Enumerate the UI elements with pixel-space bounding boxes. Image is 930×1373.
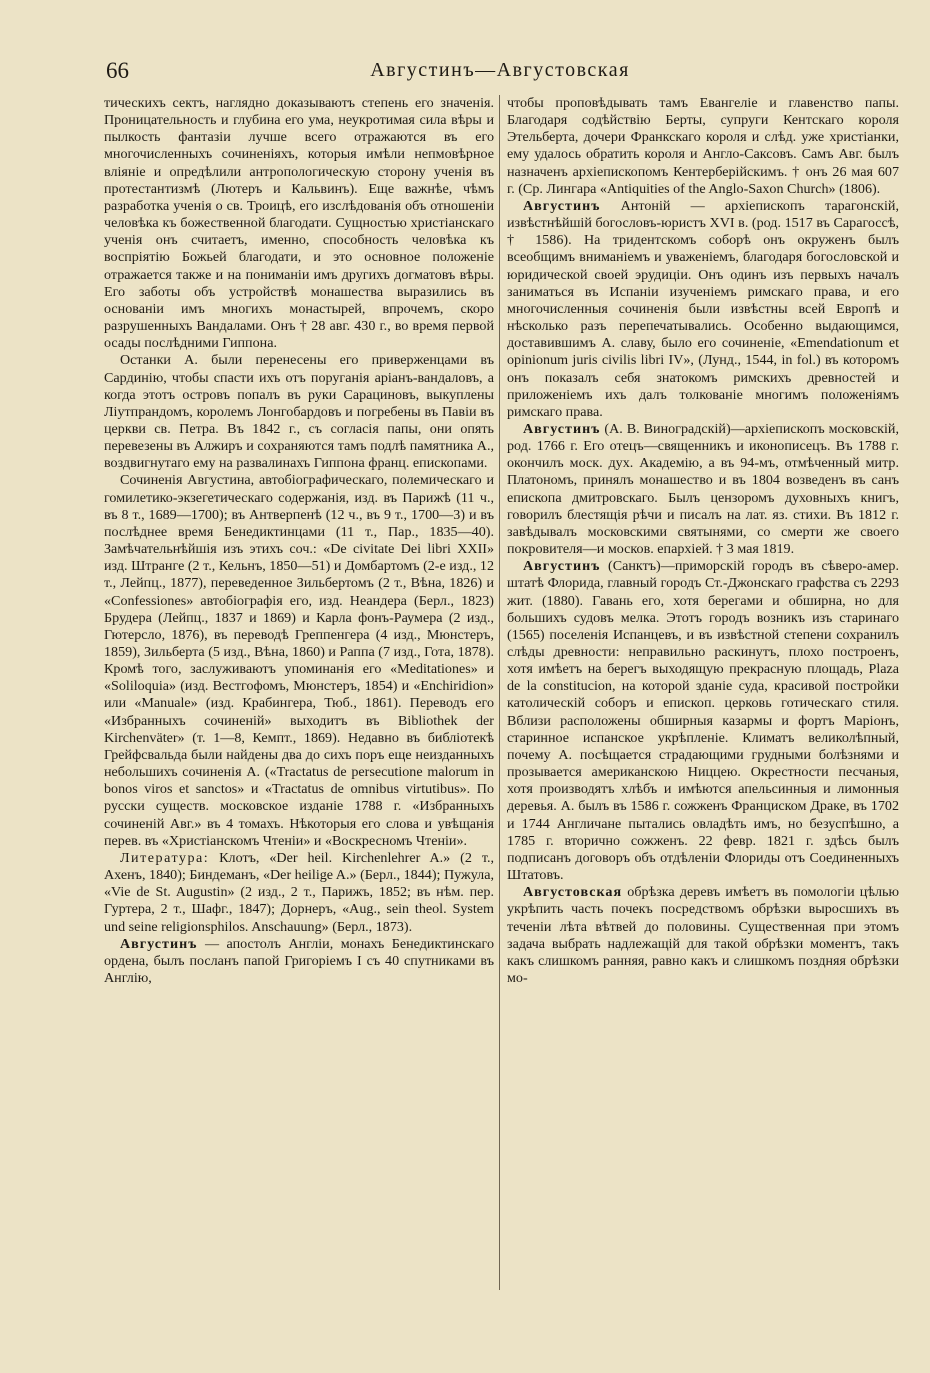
literature-paragraph [104, 850, 494, 936]
entry-text: (Санктъ)—приморскій городъ въ сѣверо-амер. штатѣ Флорида, главный городъ Ст.-Джонскаго графства съ 2293 жит. (1880). Гавань его, хотя берегами и обширна, но для большихъ судовъ мелка. Этотъ городъ возникъ изъ старинаго (1565) поселенія Испанцевъ, и въ извѣстной степени сохранилъ слѣды древности: неправильно раскинутъ, плохо построенъ, хотя имѣетъ на берегъ выходящую прекрасную площадь, Plaza de la constitucion, на которой зданіе суда, красивой постройки католическій соборъ и епископ. церковь готическаго стиля. Вблизи расположены обширныя казармы и фортъ Маріонъ, старинное испанское укрѣпленіе. Климатъ великолѣпный, почему А. посѣщается страдающими грудными болѣзнями и прозывается американскою Ниццею. Окрестности песчаныя, хотя производятъ хлѣбъ и имѣются апельсинныя и лимонныя деревья. А. былъ въ 1586 г. сожженъ Франциском Драке, въ 1702 и 1744 Англичане пытались овладѣть имъ, но безуспѣшно, а 1785 г. вторично сожженъ. 22 февр. 1821 г. здѣсь былъ подписанъ договоръ объ отдѣленіи Флориды отъ Соединенныхъ Штатовъ. [507, 558, 899, 884]
entry-headword: Августинъ [120, 935, 198, 952]
column-divider [499, 95, 500, 1290]
entry-august-pruning [507, 884, 899, 987]
paragraph: Останки А. были перенесены его приверженцами въ Сардинію, чтобы спасти ихъ отъ поруганія аріанъ-вандаловъ, а когда этотъ островъ попалъ въ руки Сарациновъ, выкуплены Ліутпрандомъ, королемъ Лонгобардовъ и погребены въ Павіи въ церкви св. Петра. Въ 1842 г., съ согласія папы, они опять перевезены въ Алжиръ и сохраняются тамъ подлѣ памятника А., воздвигнутаго ему на развалинахъ Гиппона франц. епископами. [104, 352, 494, 472]
entry-text: Антоній — архіепископъ тарагонскій, извѣстнѣйшій богословъ-юристъ XVI в. (род. 1517 въ Сарагоссѣ, † 1586). На тридентскомъ соборѣ онъ окруженъ былъ всеобщимъ вниманіемъ и уваженіемъ, благодаря богословской и юридической своей эрудиціи. Онъ одинъ изъ первыхъ началъ заниматься въ Испаніи изученіемъ римскаго права, и его многочисленныя сочиненія были извѣстны всей Европѣ и нѣсколько разъ перепечатывались. Особенно выдающимся, доставившимъ А. славу, было его сочиненіе, «Emendationum et opinionum juris civilis libri IV», (Лунд., 1544, in fol.) въ которомъ онъ показалъ себя знатокомъ римскихъ древностей и приложеніемъ ихъ далъ толкованіе многимъ положеніямъ римскаго права. [507, 197, 899, 420]
entry-headword: Августовская [523, 884, 623, 901]
literature-label: Литература: [120, 849, 210, 866]
paragraph: тическихъ сектъ, наглядно доказываютъ степень его значенія. Проницательность и глубина его ума, неукротимая сила вѣры и пылкость фантазіи лучше всего отражаются въ его многочисленныхъ сочиненіяхъ, которыя имѣли непмовѣрное вліяніе и опредѣлили антропологическую сторону ученія въ протестантизмѣ (Лютеръ и Кальвинъ). Еще важнѣе, чѣмъ разработка ученія о св. Троицѣ, его изслѣдованія объ отношеніи человѣка къ божественной благодати. Сущностью христіанскаго ученія онъ считаетъ, именно, способность человѣка къ воспріятію Божьей благодати, и это основное положеніе отражается также и на пониманіи имъ другихъ догматовъ вѣры. Его заботы объ устройствѣ монашества выразились въ основаніи имъ многихъ монастырей, впрочемъ, скоро разрушенныхъ Вандалами. Онъ † 28 авг. 430 г., во время первой осады послѣдними Гиппона. [104, 95, 494, 352]
running-title: Августинъ—Августовская [370, 59, 630, 81]
entry-headword: Августинъ [523, 558, 601, 575]
right-column [507, 95, 899, 987]
entry-augustine-apostle [104, 936, 494, 987]
paragraph: Сочиненія Августина, автобіографическаго, полемическаго и гомилетико-экзегетическаго содержанія, изд. въ Парижѣ (11 ч., въ 8 т., 1689—1700); въ Антверпенѣ (12 ч., въ 9 т., 1700—3) и въ послѣднее время Бенедиктинцами (11 т., Пар., 1835—40). Замѣчательнѣйшія изъ этихъ соч.: «De civitate Dei libri XXII» изд. Штранге (2 т., Кельнъ, 1850—51) и Домбартомъ (2-е изд., 12 т., Лейпц., 1877), переведенное Зильбертомъ (2 т., Вѣна, 1826) и «Confessiones» автобіографія его, изд. Неандера (Берл., 1823) Брудера (Лейпц., 1837 и 1869) и Карла фонъ-Раумера (2 изд., Гютерсло, 1876), въ переводѣ Греппенгера (4 изд., Мюнстеръ, 1859), Зильберта (5 изд., Вѣна, 1860) и Раппа (7 изд., Гота, 1878). Кромѣ того, заслуживаютъ упоминанія его «Meditationes» и «Soliloquia» (изд. Вестгофомъ, Мюнстеръ, 1854) и «Enchiridion» или «Manuale» (изд. Крабингера, Тюб., 1861). Переводъ его «Избранныхъ сочиненій» выходитъ въ Bibliothek der Kirchenväter» (т. 1—8, Кемпт., 1869). Недавно въ библіотекѣ Грейфсвальда были найдены два до сихъ поръ еще неизданныхъ небольшихъ сочиненія А. («Tractatus de persecutione malorum in bonos viros et sanctos» и «Tractatus de omnibus virtutibus». По русски существ. московское изданіе 1788 г. «Избранныхъ сочиненій Авг.» въ 4 томахъ. Нѣкоторыя его слова и увѣщанія перев. въ «Христіанскомъ Чтеніи» и «Воскресномъ Чтеніи». [104, 472, 494, 849]
left-column [104, 95, 494, 987]
paragraph: чтобы проповѣдывать тамъ Евангеліе и главенство папы. Благодаря содѣйствію Берты, супруги Кентскаго короля Этельберта, дочери Франкскаго короля и слѣд. уже христіанки, ему удалось обратить короля и Англо-Саксовъ. Самъ Авг. былъ назначенъ архіепископомъ Кентерберійскимъ. † онъ 26 мая 607 г. (Ср. Лингара «Antiquities of the Anglo-Saxon Church» (1806). [507, 95, 899, 197]
entry-augustine-antonius [507, 198, 899, 421]
entry-headword: Августинъ [523, 197, 601, 214]
literature-text: Клотъ, «Der heil. Kirchenlehrer A.» (2 т., Ахенъ, 1840); Биндеманъ, «Der heilige A.» (Берл., 1844); Пужула, «Vie de St. Augustin» (2 изд., 2 т., Парижъ, 1852; въ нѣм. пер. Гуртера, 2 т., Шафг., 1847); Дорнеръ, «Aug., sein theol. System und seine religionsphilos. Anschauung» (Берл., 1873). [104, 849, 494, 935]
entry-text: обрѣзка деревъ имѣетъ въ помологіи цѣлью укрѣпить часть почекъ посредствомъ обрѣзки выросшихъ въ теченіи лѣта вѣтвей до половины. Существенная при этомъ задача выбрать надлежащій для такой обрѣзки моментъ, такъ какъ слишкомъ ранняя, равно какъ и слишкомъ поздняя обрѣзки мо- [507, 884, 899, 986]
entry-text: (А. В. Виноградскій)—архіепископъ московскій, род. 1766 г. Его отецъ—священникъ и иконописецъ. Въ 1788 г. окончилъ моск. дух. Академію, а въ 94-мъ, отмѣченный митр. Платономъ, принялъ монашество и въ 1804 возведенъ въ санъ епископа дмитровскаго. Былъ цензоромъ духовныхъ книгъ, говорилъ блестящія рѣчи и писалъ на лат. яз. стихи. Въ 1812 г. завѣдывалъ московскими святынями, со смерти же своего покровителя—и москов. епархіей. † 3 мая 1819. [507, 420, 899, 558]
entry-augustine-vinogradsky [507, 421, 899, 558]
entry-text: — апостолъ Англіи, монахъ Бенедиктинскаго ордена, былъ посланъ папой Григоріемъ I съ 40 спутниками въ Англію, [104, 935, 494, 986]
entry-headword: Августинъ [523, 420, 601, 437]
page-number: 66 [106, 58, 129, 83]
page-header [100, 58, 900, 88]
entry-st-augustine-city [507, 558, 899, 884]
